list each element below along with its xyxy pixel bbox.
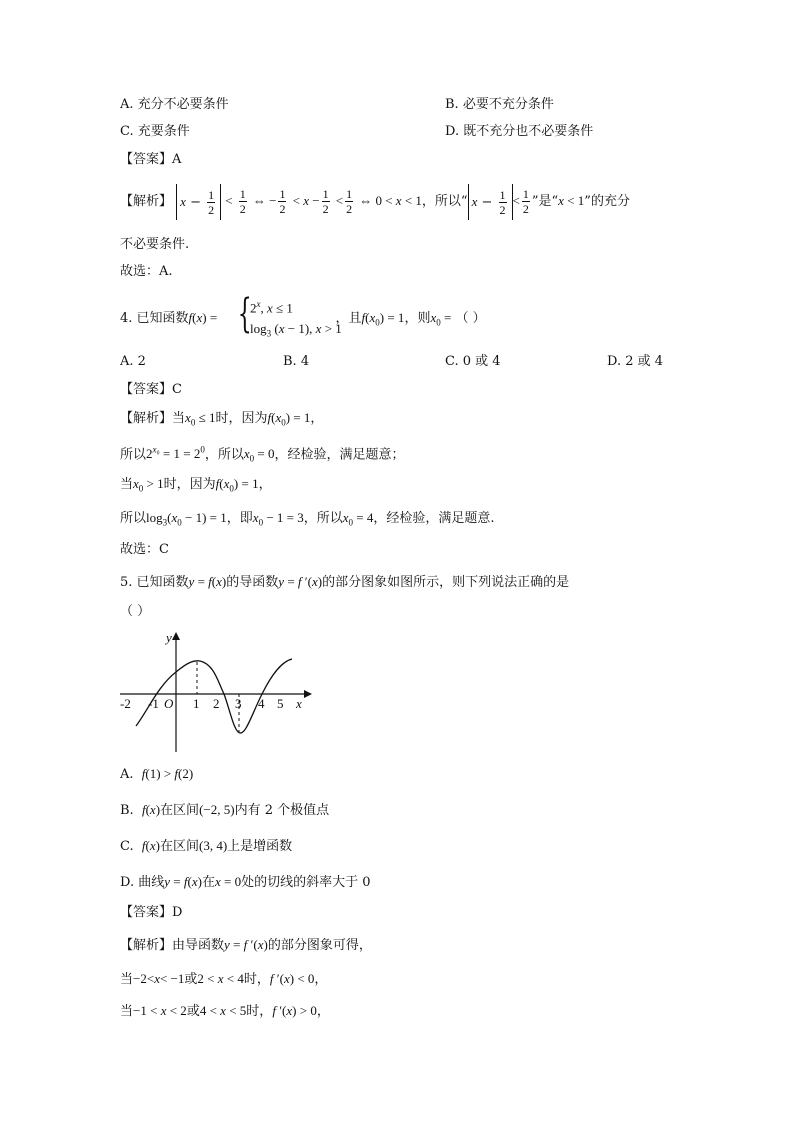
q4-analysis-line3: 当$x_0 > 1$时，因为$f(x_0) = 1$， xyxy=(120,476,272,494)
q4-analysis-line1: 【解析】当$x_0 \le 1$时，因为$f(x_0) = 1$， xyxy=(120,410,324,428)
x-axis-label: x xyxy=(296,696,302,711)
y-axis-arrow xyxy=(172,632,180,640)
q5-option-c: C. f(x)在区间(3, 4)上是增函数 xyxy=(120,838,293,854)
tick-label-1: 1 xyxy=(193,696,200,711)
q3-option-d: D. 既不充分也不必要条件 xyxy=(445,124,594,139)
derivative-graph xyxy=(118,628,318,756)
abs-expr: x − $\frac{1}{2}$ xyxy=(176,184,221,220)
q3-option-b: B. 必要不充分条件 xyxy=(445,97,554,112)
piecewise-case-2: $\log_3 (x - 1)$, x > 1 xyxy=(250,321,342,339)
q4-option-a: A. 2 xyxy=(120,354,146,369)
tick-label-neg1: -1 xyxy=(148,696,159,711)
q5-option-d: D. 曲线y = f(x)在x = 0处的切线的斜率大于 0 xyxy=(120,874,371,890)
q4-so-chosen: 故选：C xyxy=(120,542,169,557)
origin-label: O xyxy=(164,696,174,711)
analysis-label: 【解析】 xyxy=(120,194,173,209)
q3-option-c: C. 充要条件 xyxy=(120,124,190,139)
q4-option-c: C. 0 或 4 xyxy=(445,354,501,369)
tick-label-5: 5 xyxy=(277,696,284,711)
q3-analysis: 【解析】 x − $\frac{1}{2}$ < $\frac{1}{2}$ ⇔ − $\frac{1}{2}$ < x − $\frac{1}{2}$ < $\frac{1}{2}$ ⇔ 0 < x < 1，所以“ x − $\frac{1}{2}$ < $\frac{1}{2}$ ”是“x < 1”的充分 xyxy=(120,183,630,220)
q3-so-chosen: 故选：A. xyxy=(120,264,173,279)
q4-analysis-line4: 所以$\log_3(x_0 - 1) = 1$，即$x_0 - 1 = 3$，所以$x_0 = 4$，经检验，满足题意. xyxy=(120,510,495,528)
q4-analysis-line2: 所以$2^{x_0} = 1 = 2^0$，所以$x_0 = 0$，经检验，满足题意； xyxy=(120,445,405,464)
x-axis-arrow xyxy=(304,690,312,698)
q4-stem: 4. 已知函数f(x) = ，且$f(x_0) = 1$，则$x_0$ = （ ） xyxy=(120,310,486,328)
q3-answer: 【答案】A xyxy=(120,152,182,167)
q5-option-a: A. f(1) > f(2) xyxy=(120,766,194,782)
tick-label-2: 2 xyxy=(213,696,220,711)
q5-answer: 【答案】D xyxy=(120,905,183,920)
q5-analysis-line2: 当−2<x< −1或2 < x < 4时，f ′(x) < 0， xyxy=(120,971,328,987)
q4-option-b: B. 4 xyxy=(283,354,310,369)
piecewise-brace: { xyxy=(237,291,252,337)
tick-label-3: 3 xyxy=(235,696,242,711)
q3-option-a: A. 充分不必要条件 xyxy=(120,97,229,112)
q5-option-b: B. f(x)在区间(−2, 5)内有 2 个极值点 xyxy=(120,802,330,818)
tick-label-4: 4 xyxy=(258,696,265,711)
q3-analysis-end: 不必要条件. xyxy=(120,237,190,252)
q4-answer: 【答案】C xyxy=(120,382,182,397)
tick-label-neg2: -2 xyxy=(120,696,131,711)
q5-stem: 5. 已知函数y = f(x)的导函数y = f ′(x)的部分图象如图所示，则下列说法正确的是 xyxy=(120,574,570,590)
q5-analysis-line1: 【解析】由导函数y = f ′(x)的部分图象可得， xyxy=(120,937,372,953)
q5-paren: （ ） xyxy=(120,604,151,619)
q5-analysis-line3: 当−1 < x < 2或4 < x < 5时，f ′(x) > 0， xyxy=(120,1003,330,1019)
q4-option-d: D. 2 或 4 xyxy=(607,354,664,369)
y-axis-label: y xyxy=(166,630,172,645)
piecewise-case-1: 2$^x$, x ≤ 1 xyxy=(250,299,293,316)
